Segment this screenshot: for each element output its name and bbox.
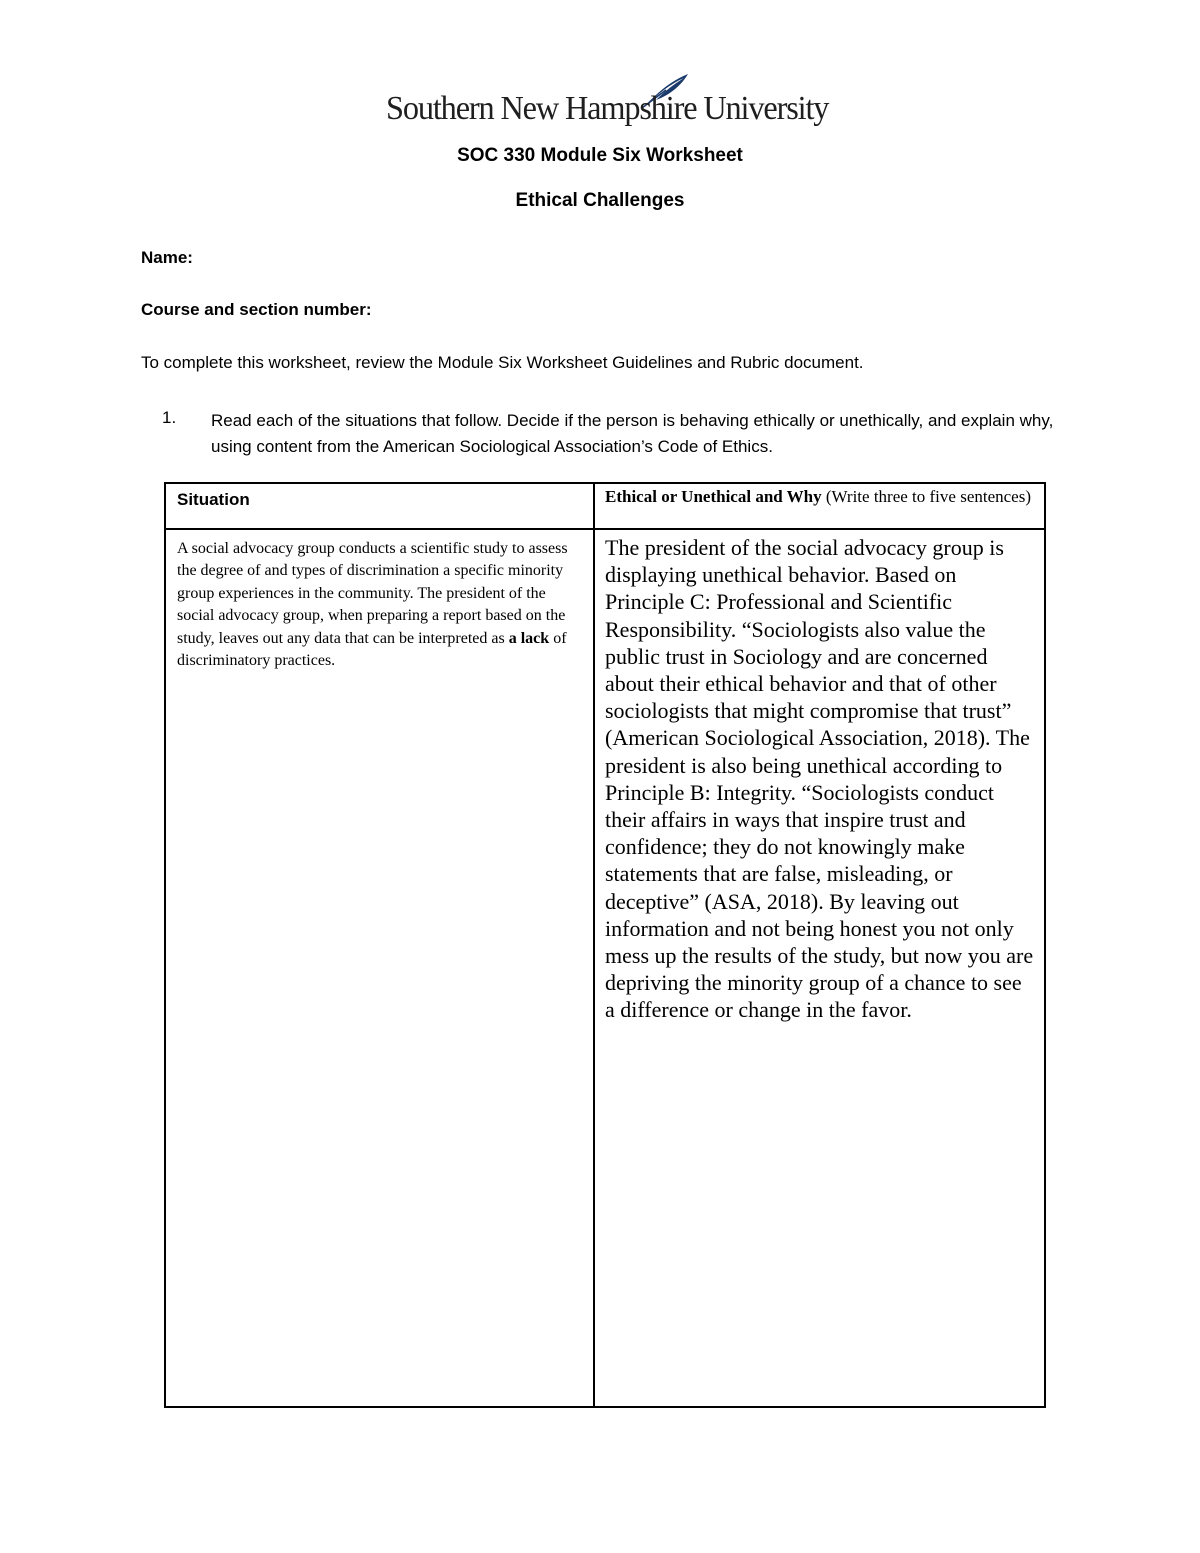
question-text: Read each of the situations that follow. Decide if the person is behaving ethically or unethically, and explain why, using content from the American Sociological Association’s Code of Ethics.: [211, 411, 1054, 456]
situation-cell: [165, 529, 594, 1407]
situation-text: A social advocacy group conducts a scientific study to assess the degree of and types of discrimination a specific minority group experiences in the community. The president of the social advocacy group, when preparing a report based on the study, leaves out any data that can be interpreted as: [177, 540, 568, 647]
answer-cell[interactable]: The president of the social advocacy group is displaying unethical behavior. Based on Principle C: Professional and Scientific Responsibility. “Sociologists also value the public trust in Sociology and are concerned about their ethical behavior and that of other sociologists that might compromise that trust” (American Sociological Association, 2018). The president is also being unethical according to Principle B: Integrity. “Sociologists conduct their affairs in ways that inspire trust and confidence; they do not knowingly make statements that are false, misleading, or deceptive” (ASA, 2018). By leaving out information and not being honest you not only mess up the results of the study, but now you are depriving the minority group of a chance to see a difference or change in the favor.: [594, 529, 1045, 1407]
question-number: 1.: [162, 408, 177, 427]
course-section-label: Course and section number:: [141, 300, 372, 319]
worksheet-subtitle: Ethical Challenges: [515, 190, 685, 211]
logo-text: Southern New Hampshire University: [386, 90, 829, 127]
university-logo: [386, 70, 829, 136]
header-ethical-bold: Ethical or Unethical and Why: [605, 487, 822, 506]
situation-emphasis: a lack: [508, 629, 550, 647]
situation-text-end: of discriminatory practices.: [177, 629, 567, 670]
table-row: [165, 529, 1045, 1407]
table-header-row: [165, 483, 1045, 529]
intro-instructions: To complete this worksheet, review the Module Six Worksheet Guidelines and Rubric document.: [141, 353, 864, 372]
header-situation: Situation: [165, 483, 594, 529]
situation-table: [164, 482, 1046, 1408]
name-label: Name:: [141, 248, 193, 267]
header-ethical-note: (Write three to five sentences): [821, 487, 1031, 506]
header-ethical-or-unethical: [594, 483, 1045, 529]
worksheet-title: SOC 330 Module Six Worksheet: [457, 145, 743, 166]
